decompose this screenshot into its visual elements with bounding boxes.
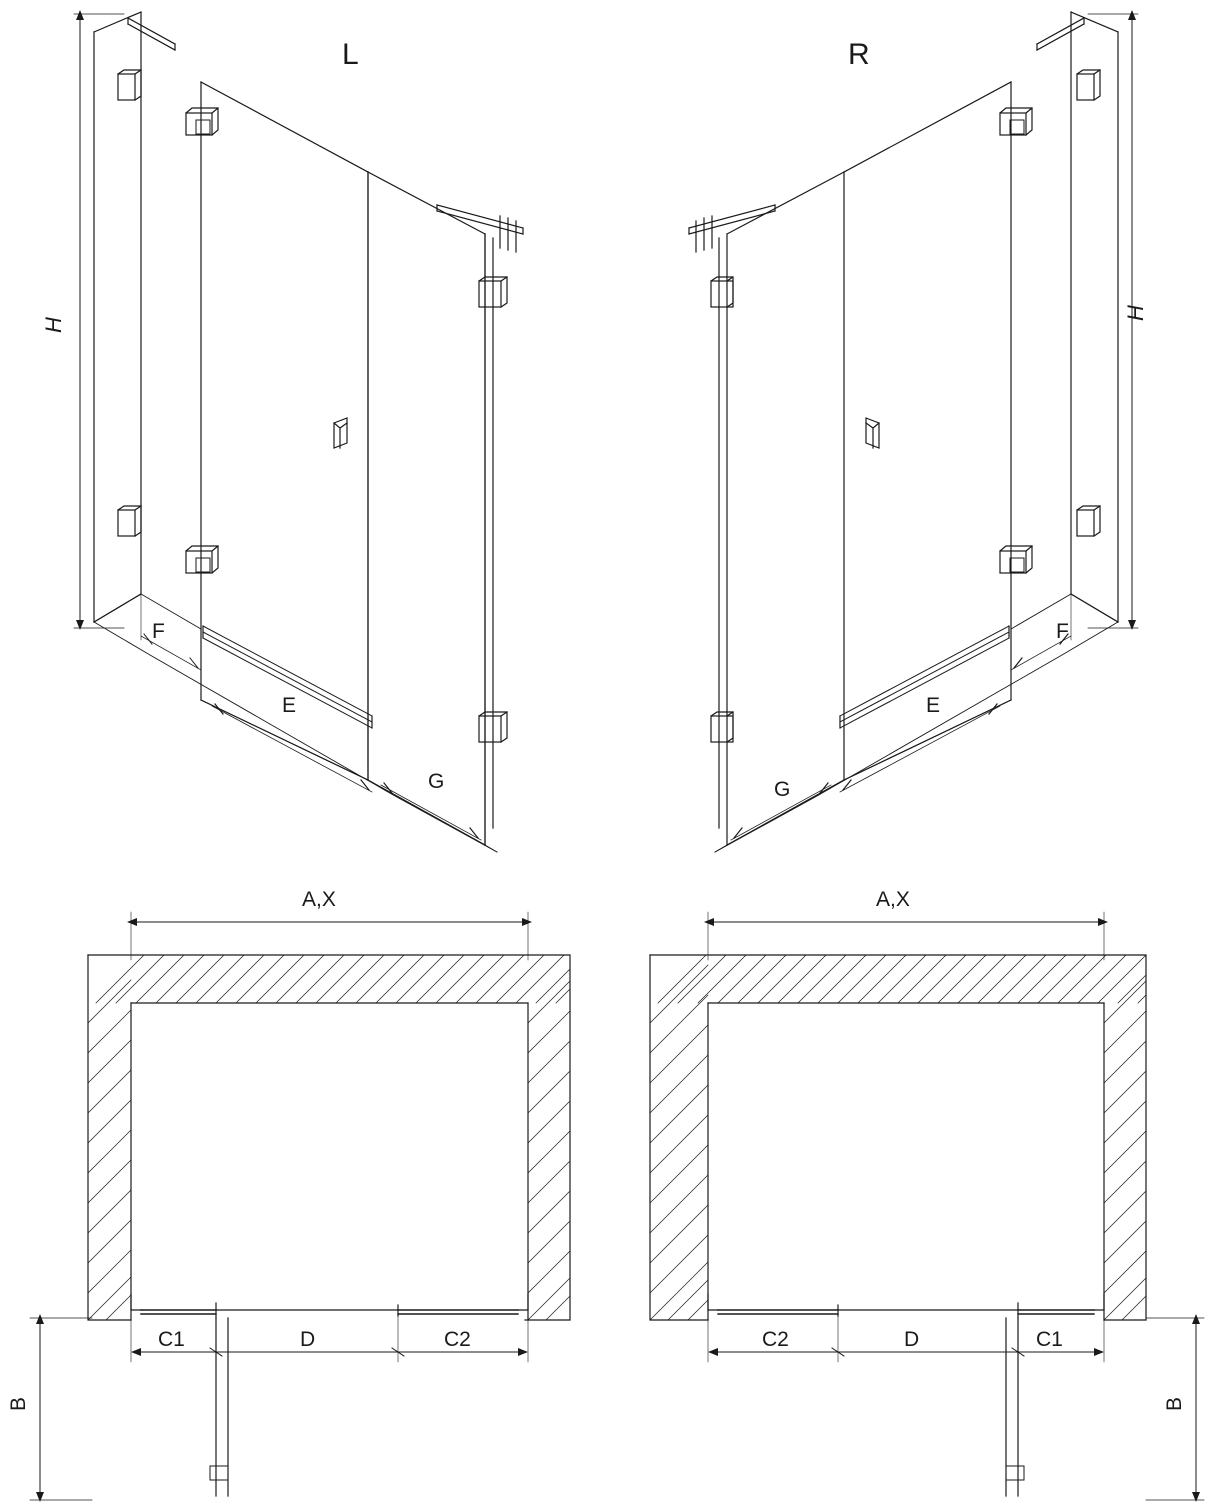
plan-left [30,912,570,1502]
variant-label-right: R [848,38,870,71]
elevation-left [74,10,523,852]
plan-right-segment-c1: C1 [1036,1328,1063,1351]
elevation-left-segment-g: G [428,770,445,793]
plan-left-width-label: A,X [302,888,336,911]
elevation-left-segment-f: F [152,620,165,643]
plan-right-depth-label: B [1163,1396,1187,1412]
plan-right-segment-d: D [904,1328,920,1351]
elevation-left-segment-e: E [282,694,297,717]
height-label-right: H [1122,305,1148,321]
plan-right-width-label: A,X [876,888,910,911]
plan-right [650,912,1204,1502]
plan-left-depth-label: B [7,1396,31,1412]
height-label-left: H [40,317,66,333]
elevation-right-segment-g: G [774,778,791,801]
elevation-right-segment-e: E [926,694,941,717]
plan-left-segment-c2: C2 [444,1328,471,1351]
elevation-right-segment-f: F [1056,620,1069,643]
plan-right-segment-c2: C2 [762,1328,789,1351]
elevation-right [689,10,1138,852]
plan-left-segment-c1: C1 [158,1328,185,1351]
plan-left-segment-d: D [300,1328,316,1351]
variant-label-left: L [342,38,359,71]
